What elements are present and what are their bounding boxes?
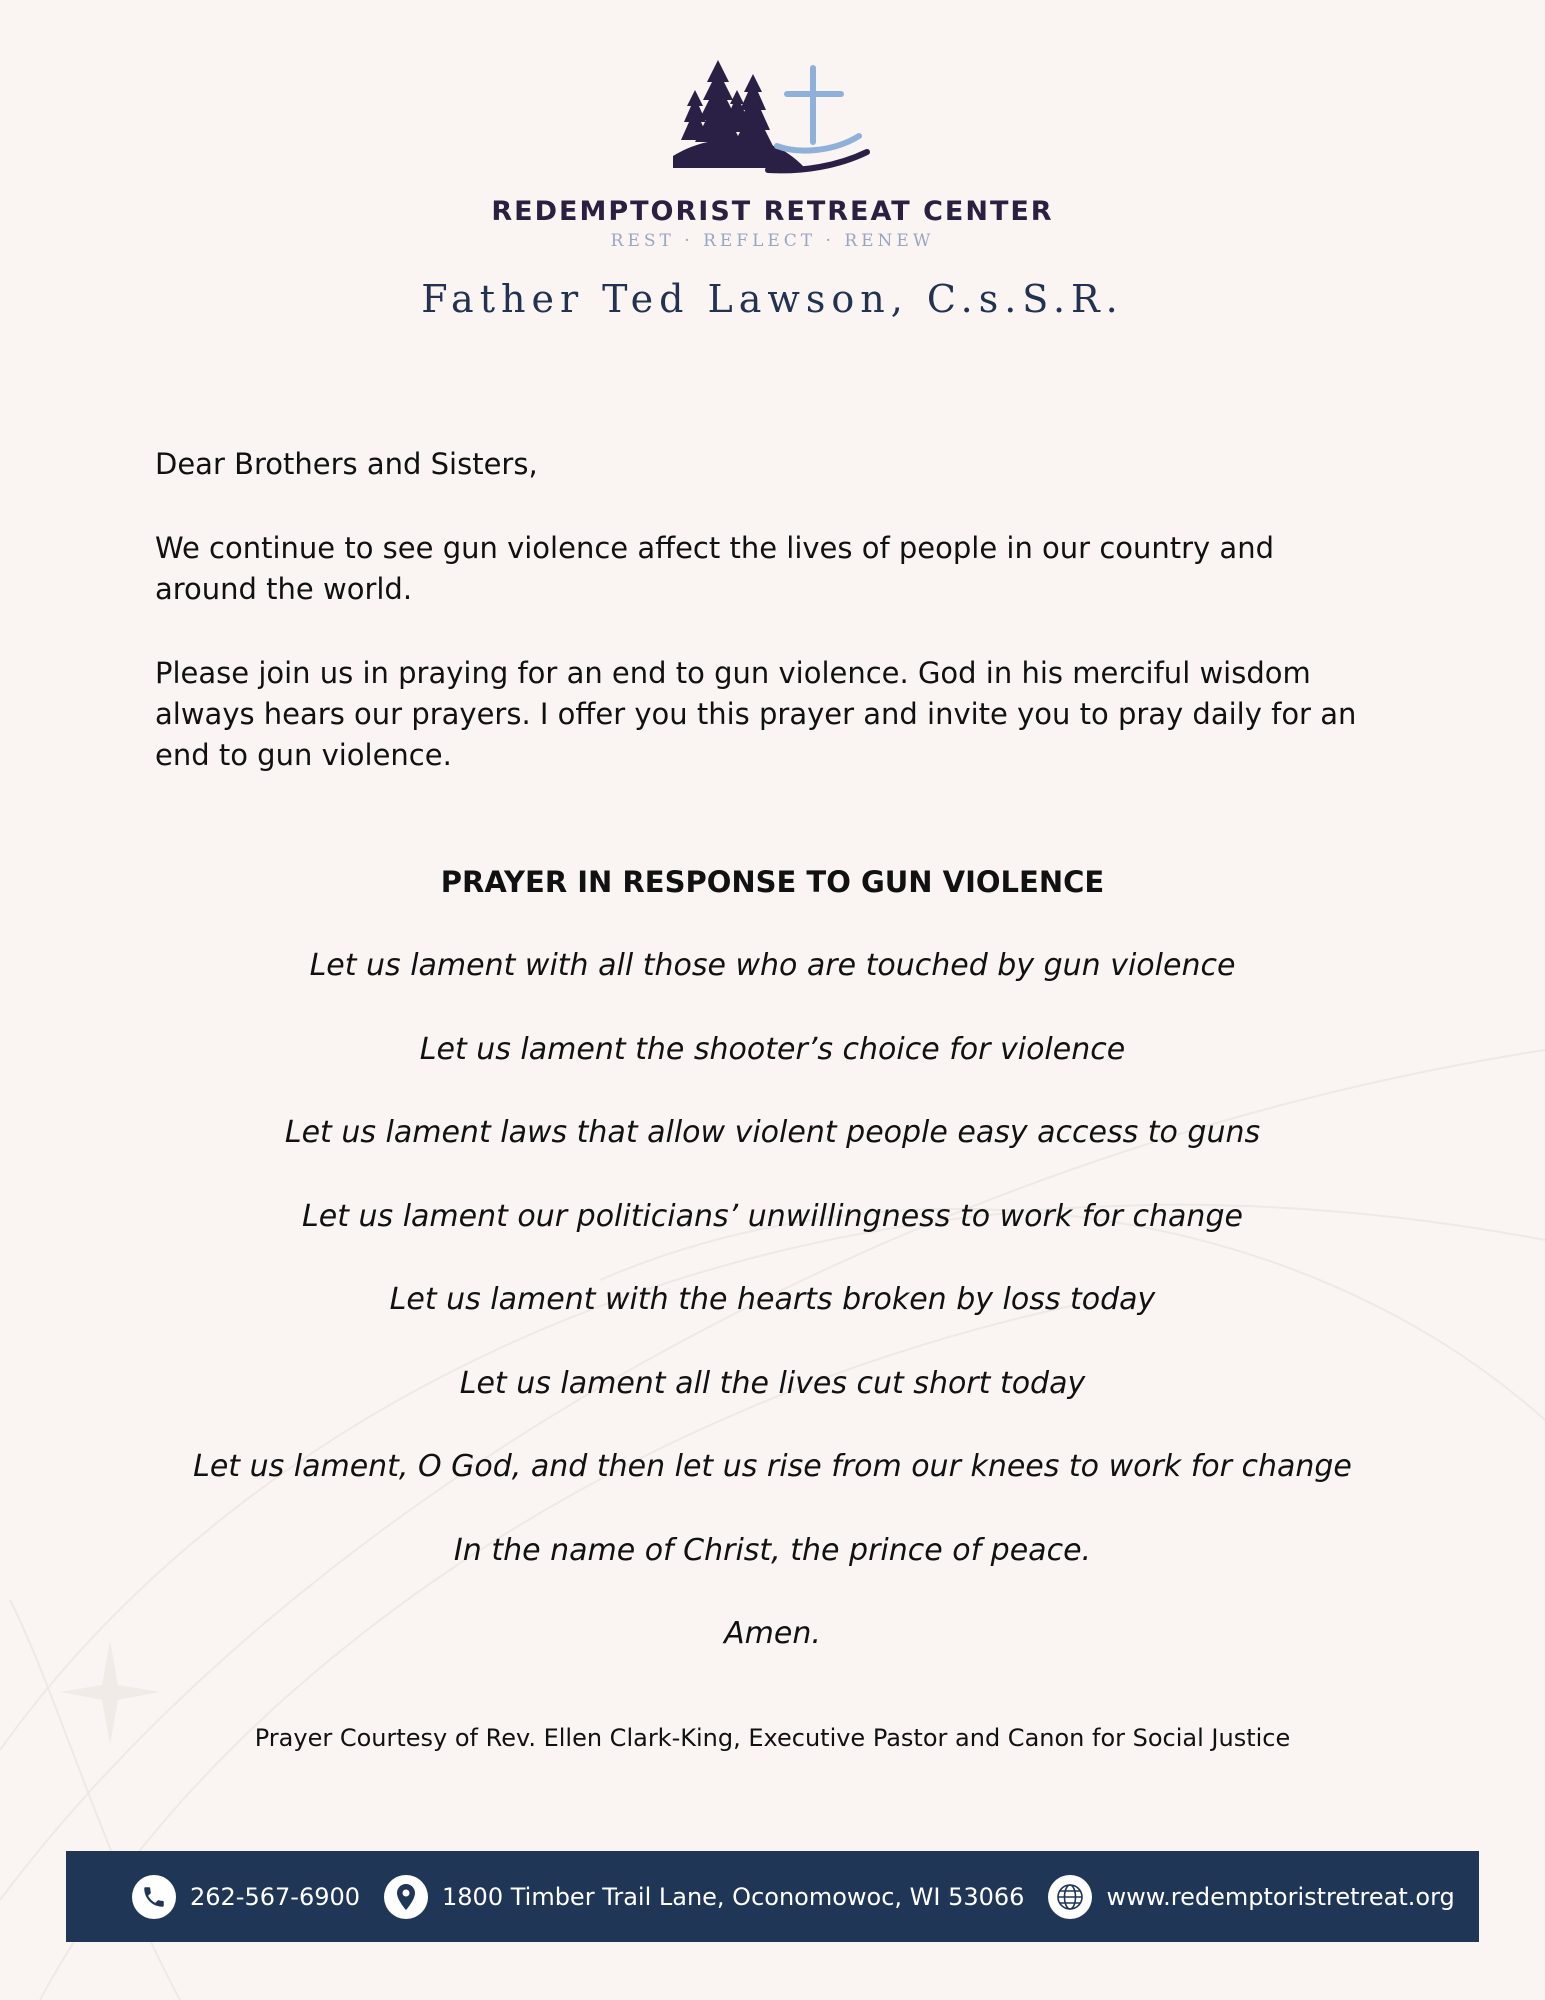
location-pin-icon xyxy=(384,1875,428,1919)
prayer-line: Let us lament the shooter’s choice for violence xyxy=(419,1031,1126,1067)
prayer-line: Let us lament with all those who are touched by gun violence xyxy=(309,948,1236,983)
prayer-line: In the name of Christ, the prince of peace. xyxy=(453,1532,1092,1568)
letter-paragraph: We continue to see gun violence affect the lives of people in our country and around the world. xyxy=(155,531,1274,606)
letter-body xyxy=(155,444,1385,819)
footer-website[interactable] xyxy=(1048,1875,1454,1919)
footer-phone-text: 262-567-6900 xyxy=(190,1882,361,1911)
prayer-line: Let us lament our politicians’ unwillingness to work for change xyxy=(302,1198,1243,1234)
phone-icon xyxy=(132,1875,176,1919)
organization-name: REDEMPTORIST RETREAT CENTER xyxy=(491,196,1054,227)
prayer-section xyxy=(0,862,1545,1698)
prayer-courtesy: Prayer Courtesy of Rev. Ellen Clark-King, Executive Pastor and Canon for Social Justice xyxy=(254,1724,1291,1752)
sender-name: Father Ted Lawson, C.s.S.R. xyxy=(421,277,1124,321)
prayer-line: Let us lament laws that allow violent people easy access to guns xyxy=(284,1115,1261,1150)
footer-address[interactable] xyxy=(384,1875,1024,1919)
globe-icon xyxy=(1048,1875,1092,1919)
prayer-line: Let us lament all the lives cut short today xyxy=(459,1365,1086,1401)
retreat-center-logo-icon xyxy=(673,60,873,180)
organization-tagline: REST · REFLECT · RENEW xyxy=(610,231,935,251)
prayer-amen: Amen. xyxy=(724,1616,821,1651)
footer-address-text: 1800 Timber Trail Lane, Oconomowoc, WI 53066 xyxy=(442,1882,1025,1911)
footer-phone[interactable] xyxy=(132,1875,360,1919)
letterhead xyxy=(0,60,1545,321)
prayer-line: Let us lament, O God, and then let us rise from our knees to work for change xyxy=(193,1449,1352,1484)
letter-greeting: Dear Brothers and Sisters, xyxy=(155,447,538,481)
footer-website-text: www.redemptoristretreat.org xyxy=(1106,1882,1455,1911)
contact-footer xyxy=(66,1851,1479,1942)
prayer-title: PRAYER IN RESPONSE TO GUN VIOLENCE xyxy=(440,865,1105,899)
letter-paragraph: Please join us in praying for an end to gun violence. God in his merciful wisdom always hears our prayers. I offer you this prayer and invite you to pray daily for an end to gun violence. xyxy=(155,656,1357,772)
prayer-line: Let us lament with the hearts broken by loss today xyxy=(389,1282,1156,1317)
